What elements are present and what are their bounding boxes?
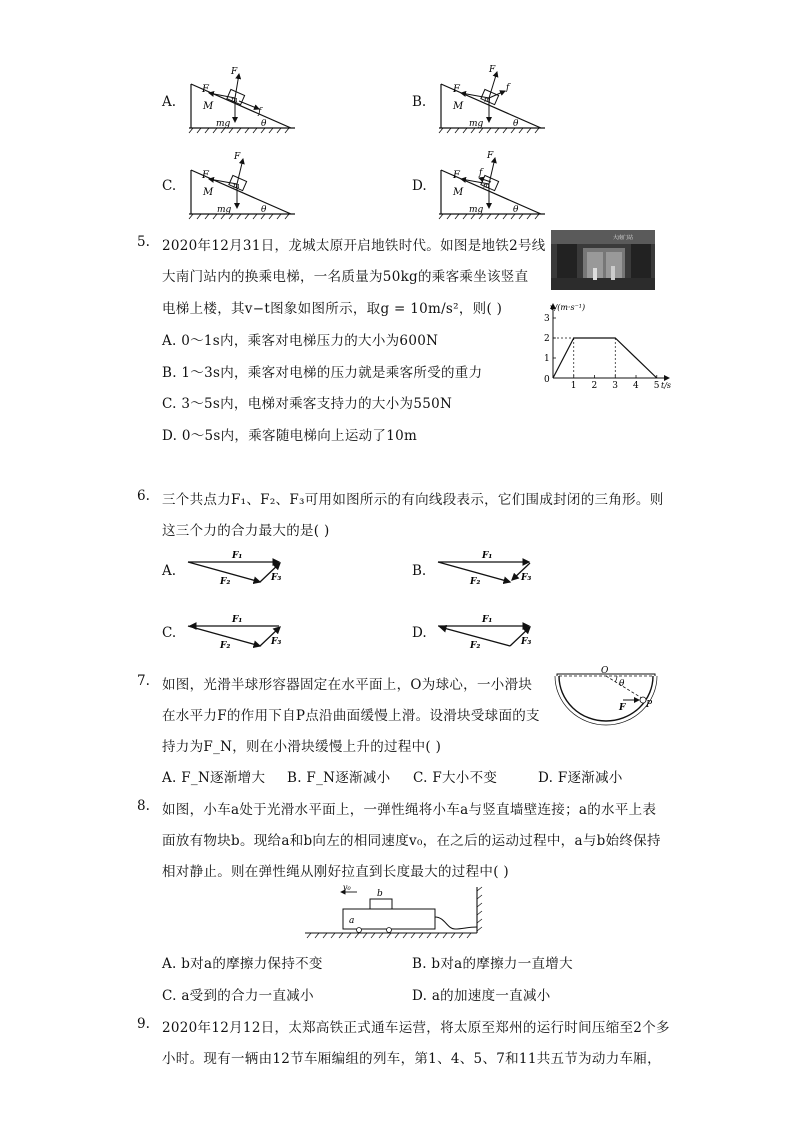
question-line: 这三个力的合力最大的是( ) <box>162 523 330 539</box>
label-M: M <box>453 101 464 112</box>
label-FN: F <box>234 152 241 162</box>
hemisphere-diagram <box>553 662 659 724</box>
label-P: P <box>646 700 653 710</box>
label-M: M <box>203 101 214 112</box>
y-tick-label: 1 <box>544 354 550 364</box>
label-f: f <box>258 107 262 117</box>
label-F3: F₃ <box>521 637 532 647</box>
incline-diagram-c <box>183 148 298 220</box>
label-M: M <box>203 187 214 198</box>
option-c[interactable]: C. 3～5s内，电梯对乘客支持力的大小为550N <box>162 396 453 412</box>
question-number: 6. <box>137 488 150 504</box>
label-F: F <box>453 170 460 181</box>
label-theta: θ <box>261 119 267 129</box>
label-mg: mg <box>469 119 484 129</box>
label-M: M <box>453 187 464 198</box>
option-d[interactable]: D. F逐渐减小 <box>538 770 623 786</box>
question-line: 2020年12月31日，龙城太原开启地铁时代。如图是地铁2号线 <box>162 238 546 254</box>
x-tick-label: 4 <box>633 381 639 391</box>
option-b[interactable]: B. b对a的摩擦力一直增大 <box>412 956 573 972</box>
option-d[interactable]: D. a的加速度一直减小 <box>412 988 551 1004</box>
label-mg: mg <box>217 205 232 215</box>
option-c[interactable]: C. F大小不变 <box>413 770 498 786</box>
y-axis-label: v/(m·s⁻¹) <box>550 303 586 312</box>
label-FN: F <box>487 151 494 161</box>
label-mg: mg <box>469 205 484 215</box>
question-line: 在水平力F的作用下自P点沿曲面缓慢上滑。设滑块受球面的支 <box>162 708 540 724</box>
x-tick-label: 5 <box>653 381 660 391</box>
label-F3: F₃ <box>271 637 282 647</box>
label-F: F <box>202 84 209 95</box>
option-letter: A. <box>162 563 177 579</box>
label-theta: θ <box>261 205 267 215</box>
option-letter: C. <box>162 178 177 194</box>
elevator-photo <box>551 230 655 290</box>
option-a[interactable]: A. b对a的摩擦力保持不变 <box>162 956 323 972</box>
label-theta: θ <box>513 205 519 215</box>
y-tick-label: 2 <box>544 334 550 344</box>
label-f: f <box>506 83 510 93</box>
label-O: O <box>601 666 609 676</box>
option-d[interactable]: D. 0～5s内，乘客随电梯向上运动了10m <box>162 428 418 444</box>
question-line: 面放有物块b。现给a和b向左的相同速度v₀，在之后的运动过程中，a与b始终保持 <box>162 833 661 849</box>
question-line: 电梯上楼，其v−t图象如图所示，取g = 10m/s²，则( ) <box>162 301 503 317</box>
option-letter: D. <box>412 178 427 194</box>
cart-spring-diagram <box>305 883 491 939</box>
label-mg: mg <box>216 119 231 129</box>
incline-diagram-a <box>183 62 298 134</box>
incline-diagram-d <box>433 148 548 220</box>
option-letter: A. <box>162 94 177 110</box>
force-triangle-d <box>436 610 536 652</box>
label-v0: v₀ <box>343 883 351 892</box>
label-F1: F₁ <box>482 615 493 625</box>
question-number: 5. <box>137 234 150 250</box>
series-line <box>553 338 657 378</box>
label-F1: F₁ <box>482 551 493 561</box>
incline-diagram-b <box>433 62 548 134</box>
label-F1: F₁ <box>232 615 243 625</box>
x-tick-label: 1 <box>570 381 577 391</box>
origin-label: 0 <box>544 375 550 385</box>
option-b[interactable]: B. F_N逐渐减小 <box>287 770 391 786</box>
label-F2: F₂ <box>220 641 231 651</box>
question-number: 9. <box>137 1016 150 1032</box>
photo-caption: 大南门站 <box>613 235 634 241</box>
label-a: a <box>349 916 355 926</box>
label-F: F <box>202 170 209 181</box>
question-line: 三个共点力F₁、F₂、F₃可用如图所示的有向线段表示，它们围成封闭的三角形。则 <box>162 492 664 508</box>
label-theta: θ <box>513 119 519 129</box>
question-number: 7. <box>137 673 150 689</box>
option-a[interactable]: A. F_N逐渐增大 <box>162 770 266 786</box>
label-m: m <box>483 182 490 190</box>
option-letter: C. <box>162 625 177 641</box>
label-F3: F₃ <box>521 573 532 583</box>
question-line: 持力为F_N，则在小滑块缓慢上升的过程中( ) <box>162 739 442 755</box>
question-line: 如图，小车a处于光滑水平面上，一弹性绳将小车a与竖直墙壁连接；a的水平上表 <box>162 802 657 818</box>
question-line: 大南门站内的换乘电梯，一名质量为50kg的乘客乘坐该竖直 <box>162 269 529 285</box>
question-line: 如图，光滑半球形容器固定在水平面上，O为球心，一小滑块 <box>162 677 533 693</box>
label-F2: F₂ <box>470 577 481 587</box>
label-F: F <box>453 84 460 95</box>
label-b: b <box>377 889 383 899</box>
label-F1: F₁ <box>232 551 243 561</box>
option-b[interactable]: B. 1～3s内，乘客对电梯的压力就是乘客所受的重力 <box>162 365 483 381</box>
x-tick-label: 2 <box>591 381 598 391</box>
label-theta: θ <box>619 679 625 689</box>
label-m: m <box>231 96 238 104</box>
option-c[interactable]: C. a受到的合力一直减小 <box>162 988 314 1004</box>
label-F3: F₃ <box>271 573 282 583</box>
label-FN: F <box>231 67 238 77</box>
vt-chart <box>535 300 675 400</box>
x-axis-label: t/s <box>661 381 672 390</box>
question-line: 小时。现有一辆由12节车厢编组的列车，第1、4、5、7和11共五节为动力车厢， <box>162 1051 661 1067</box>
force-triangle-b <box>436 546 536 588</box>
force-triangle-a <box>186 546 286 588</box>
question-line: 相对静止。则在弹性绳从刚好拉直到长度最大的过程中( ) <box>162 864 509 880</box>
label-m: m <box>233 182 240 190</box>
label-F2: F₂ <box>220 577 231 587</box>
option-letter: B. <box>412 94 427 110</box>
y-tick-label: 3 <box>544 314 550 324</box>
label-FN: F <box>489 65 496 75</box>
x-tick-label: 3 <box>612 381 618 391</box>
label-m: m <box>484 96 491 104</box>
question-line: 2020年12月12日，太郑高铁正式通车运营，将太原至郑州的运行时间压缩至2个多 <box>162 1020 670 1036</box>
label-F2: F₂ <box>470 641 481 651</box>
label-f: f <box>479 168 483 178</box>
option-letter: B. <box>412 563 427 579</box>
label-F: F <box>619 703 626 713</box>
force-triangle-c <box>186 610 286 652</box>
option-letter: D. <box>412 625 427 641</box>
option-a[interactable]: A. 0～1s内，乘客对电梯压力的大小为600N <box>162 333 439 349</box>
question-number: 8. <box>137 798 150 814</box>
